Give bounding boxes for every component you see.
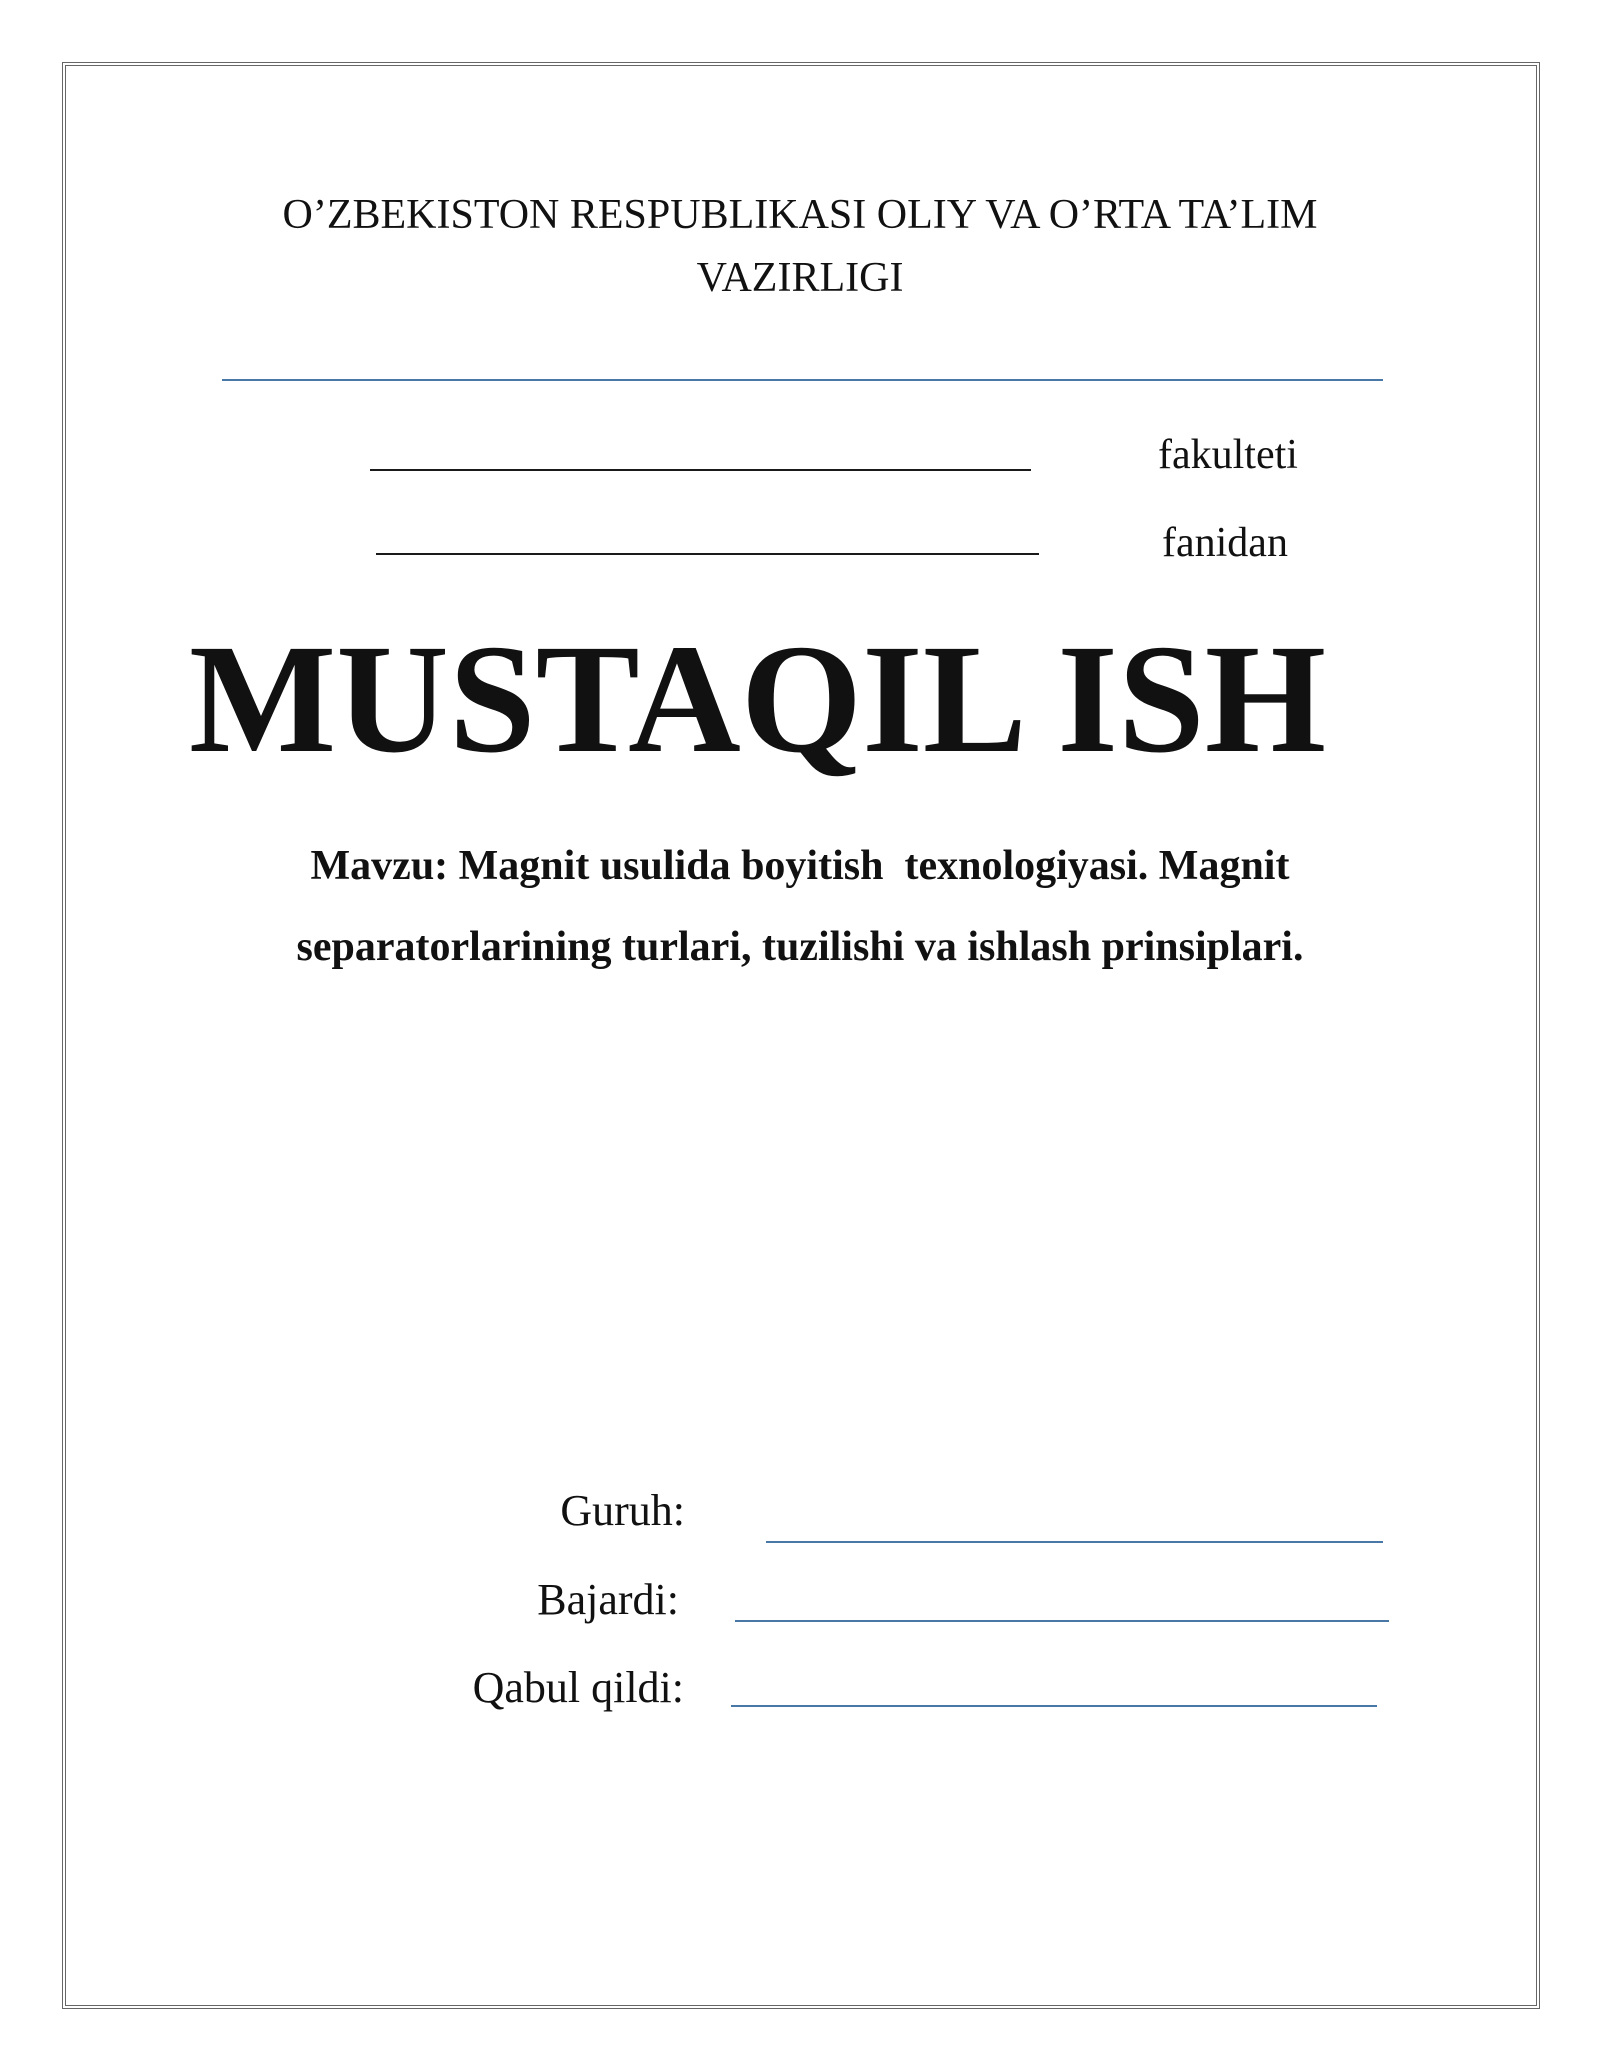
done-by-label: Bajardi: bbox=[537, 1575, 679, 1624]
accepted-by-blank-line bbox=[731, 1705, 1377, 1707]
group-label: Guruh: bbox=[560, 1486, 685, 1535]
topic-line-2: separatorlarining turlari, tuzilishi va ishlash prinsiplari. bbox=[296, 924, 1304, 970]
group-blank-line bbox=[766, 1541, 1383, 1543]
subject-name-blank-line bbox=[376, 553, 1039, 555]
accepted-by-label: Qabul qildi: bbox=[472, 1663, 684, 1712]
topic-line-1: Mavzu: Magnit usulida boyitish texnologiyasi. Magnit bbox=[310, 843, 1290, 889]
done-by-blank-line bbox=[735, 1620, 1389, 1622]
page-frame-border bbox=[62, 62, 1540, 2009]
subject-label: fanidan bbox=[1162, 520, 1288, 566]
faculty-label: fakulteti bbox=[1158, 432, 1298, 478]
faculty-name-blank-line bbox=[370, 469, 1031, 471]
document-title: MUSTAQIL ISH bbox=[189, 612, 1327, 785]
university-name-blank-line bbox=[222, 379, 1383, 381]
ministry-title-line-1: O’ZBEKISTON RESPUBLIKASI OLIY VA O’RTA TA’LIM bbox=[282, 192, 1318, 238]
ministry-title-line-2: VAZIRLIGI bbox=[696, 255, 904, 301]
